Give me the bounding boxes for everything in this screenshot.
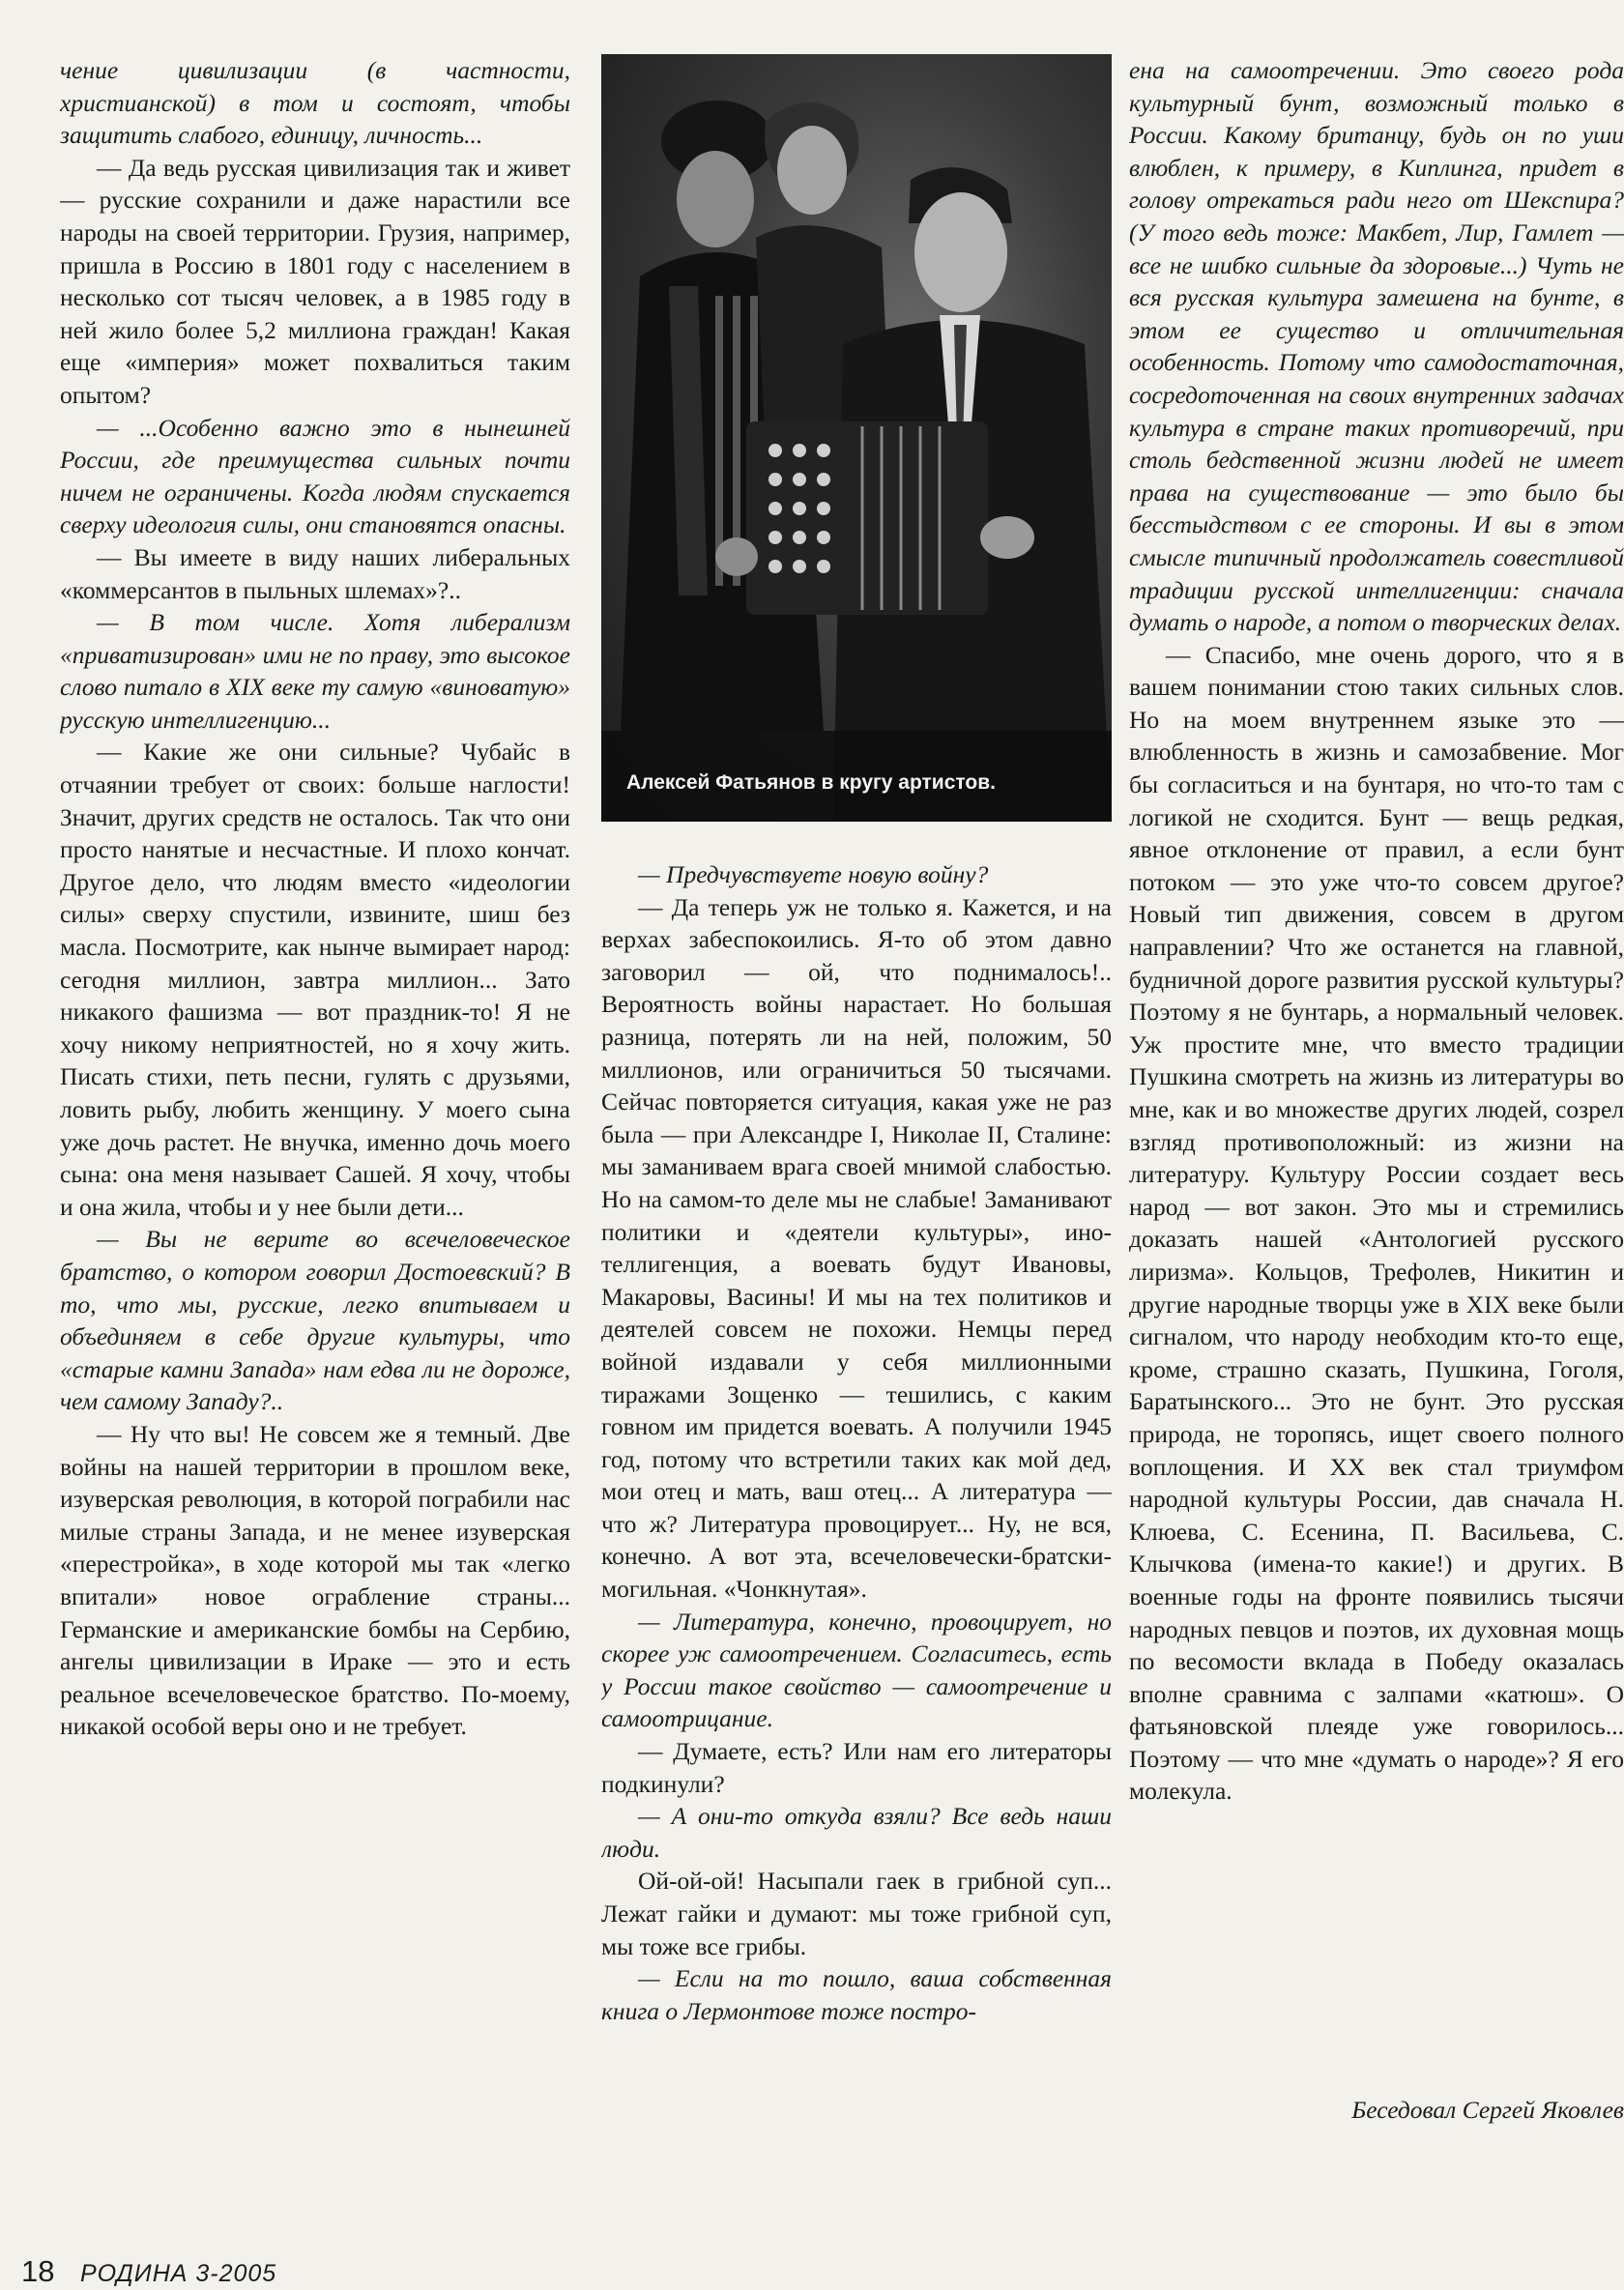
paragraph: ена на самоотречении. Это своего рода культурный бунт, возможный только в России. Какому британцу, будь он по уши влюблен, к примеру, в Киплинга, придет в голову отрекаться ради него от Шекспира? (У того ведь тоже: Макбет, Лир, Гамлет — все не шибко сильные да здоровые...) Чуть не вся русская культура замешена на бунте, в этом ее существо и отличительная особенность. Потому что самодостаточная, сосредоточенная на своих внутренних задачах культура в стране таких противоречий, при столь бедственной жизни людей не имеет права на существование — это было бы бесстыдством с ее стороны. И вы в этом смысле типичный продолжатель совестливой традиции русской интеллигенции: сначала думать о народе, а потом о творческих делах. <box>1129 56 1624 637</box>
paragraph: — Предчувствуете новую войну? <box>638 860 989 888</box>
text-column-left <box>60 54 570 2171</box>
paragraph: — Да ведь русская цивилизация так и живет — русские сохранили и даже нарастили все народы на своей территории. Грузия, например, пришла в Россию в 1801 году с населением в несколько сот тысяч человек, а в 1985 году в ней жило более 5,2 миллиона граждан! Какая еще «империя» может похвалиться таким опытом? <box>60 153 570 409</box>
paragraph: чение цивилизации (в частности, христианской) в том и состоят, чтобы защитить слабого, единицу, личность... <box>60 56 570 150</box>
page-number: 18 <box>21 2254 55 2288</box>
paragraph: — Ну что вы! Не совсем же я темный. Две войны на нашей территории в прошлом веке, изуверская революция, в которой пограбили нас милые страны Запада, и не менее изуверская «перестройка», в ходе которой мы так «легко впитали» новое ограбление страны... Германские и американские бомбы на Сербию, ангелы цивилизации в Ираке — это и есть реальное всечеловеческое братство. По-моему, никакой особой веры оно и не требует. <box>60 1419 570 1741</box>
magazine-issue: РОДИНА 3-2005 <box>79 2260 277 2287</box>
paragraph: Ой-ой-ой! Насыпали гаек в грибной суп... Лежат гайки и думают: мы тоже грибной суп, мы тоже все грибы. <box>601 1867 1112 1960</box>
paragraph: — Вы не верите во всечеловеческое братство, о котором говорил Достоевский? В то, что мы, русские, легко впитываем и объединяем в себе другие культуры, что «старые камни Запада» нам едва ли не дороже, чем самому Западу?.. <box>60 1225 570 1416</box>
paragraph: — Вы имеете в виду наших либеральных «коммерсантов в пыльных шлемах»?.. <box>60 542 570 604</box>
text-column-middle <box>601 858 1112 2163</box>
paragraph: — В том числе. Хотя либерализм «приватизирован» ими не по праву, это высокое слово питало в XIX веке ту самую «виноватую» русскую интеллигенцию... <box>60 608 570 734</box>
photo-caption: Алексей Фатьянов в кругу артистов. <box>626 771 996 794</box>
author-signature: Беседовал Сергей Яковлев <box>1351 2096 1624 2124</box>
page-footer <box>21 2254 276 2289</box>
text-column-right <box>1129 54 1624 2094</box>
photo-image <box>601 54 1112 822</box>
paragraph: — ...Особенно важно это в нынешней России, где преимущества сильных почти ничем не ограничены. Когда людям спускается сверху идеология силы, они становятся опасны. <box>60 413 570 539</box>
paragraph: — Если на то пошло, ваша собственная книга о Лермонтове тоже постро- <box>601 1964 1112 2025</box>
paragraph: — А они-то откуда взяли? Все ведь наши люди. <box>601 1802 1112 1863</box>
photo <box>601 54 1112 822</box>
paragraph: — Да теперь уж не только я. Кажется, и на верхах забеспокоились. Я-то об этом давно заговорил — ой, что поднималось!.. Вероятность войны нарастает. Но большая разница, потерять ли на ней, положим, 50 миллионов, или ограничиться 50 тысячами. Сейчас повторяется ситуация, какая уже не раз была — при Александре I, Николае II, Сталине: мы заманиваем врага своей мнимой слабостью. Но на самом-то деле мы не слабые! Заманивают политики и «деятели культуры», ино-теллигенция, а воевать будут Ивановы, Макаровы, Васины! И мы на тех политиков и деятелей совсем не похожи. Немцы перед войной издавали у себя миллионными тиражами Зощенко — тешились, с каким говном им придется воевать. А получили 1945 год, потому что встретили таких как мой дед, мои отец и мать, ваш отец... А литература — что ж? Литература провоцирует... Ну, не вся, конечно. А вот эта, всечеловечески-братски-могильная. «Чонкнутая». <box>601 892 1112 1604</box>
paragraph: — Думаете, есть? Или нам его литераторы подкинули? <box>601 1737 1112 1798</box>
paragraph: — Какие же они сильные? Чубайс в отчаянии требует от своих: больше наглости! Значит, других средств не осталось. Так что они просто нанятые и несчастные. И плохо кончат. Другое дело, что людям вместо «идеологии силы» сверху спустили, извините, шиш без масла. Посмотрите, как нынче вымирает народ: сегодня миллион, завтра миллион... Зато никакого фашизма — вот праздник-то! Я не хочу никому неприятностей, но я хочу жить. Писать стихи, петь песни, гулять с друзьями, ловить рыбу, любить женщину. У моего сына уже дочь растет. Не внучка, именно дочь моего сына: она меня называет Сашей. Я хочу, чтобы и она жила, чтобы и у нее были дети... <box>60 738 570 1221</box>
paragraph: — Литература, конечно, провоцирует, но скорее уж самоотречением. Согласитесь, есть у России такое свойство — самоотречение и самоотрицание. <box>601 1607 1112 1733</box>
paragraph: — Спасибо, мне очень дорого, что я в вашем понимании стою таких сильных слов. Но на моем внутреннем языке это — влюбленность в жизнь и самозабвение. Мог бы согласиться и на бунтаря, но что-то там с логикой не сходится. Бунт — вещь редкая, явное отклонение от правил, а если бунт потоком — это уже что-то совсем другое? Новый тип движения, совсем в другом направлении? Что же останется на главной, будничной дороге развития русской культуры? Поэтому я не бунтарь, а нормальный человек. Уж простите мне, что вместо традиции Пушкина смотреть на жизнь из литературы во мне, как и во множестве других людей, созрел взгляд противоположный: из жизни на литературу. Культуру России создает весь народ — вот закон. Это мы и стремились доказать нашей «Антологией русского лиризма». Кольцов, Трефолев, Никитин и другие народные творцы уже в XIX веке были сигналом, что народу необходим кто-то еще, кроме, страшно сказать, Пушкина, Гоголя, Баратынского... Это не бунт. Это русская природа, не торопясь, ищет своего полного воплощения. И XX век стал триумфом народной культуры России, дав сначала Н. Клюева, С. Есенина, П. Васильева, С. Клычкова (имена-то какие!) и других. В военные годы на фронте появились тысячи народных певцов и поэтов, их духовная мощь по весомости вклада в Победу оказалась вполне сравнима с залпами «катюш». О фатьяновской плеяде уже говорилось... Поэтому — что мне «думать о народе»? Я его молекула. <box>1129 640 1624 1806</box>
